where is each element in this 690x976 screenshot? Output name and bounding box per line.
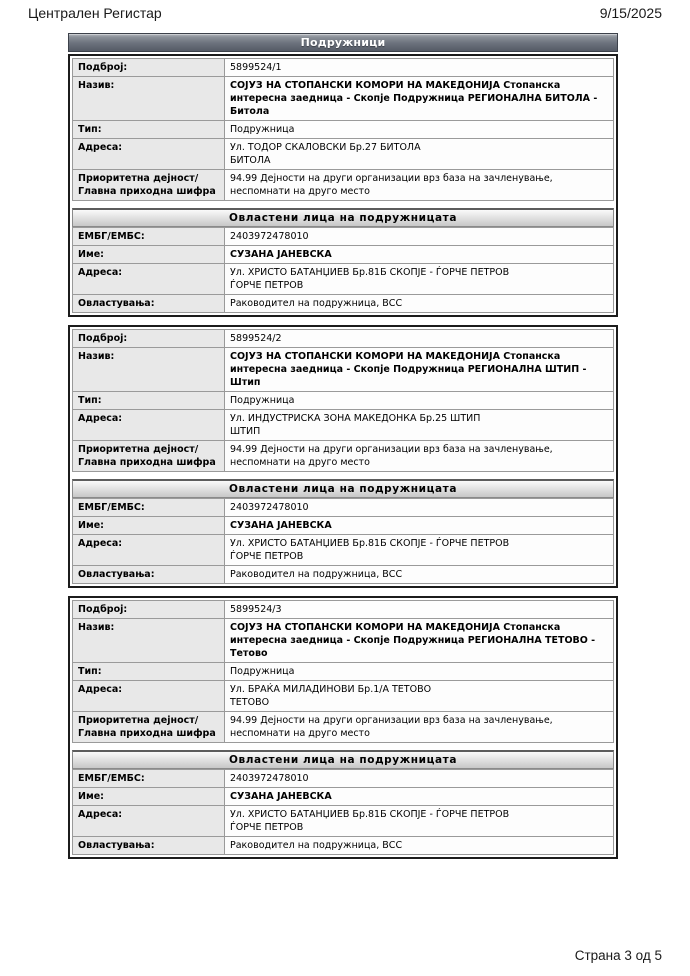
address-line-2: ЃОРЧЕ ПЕТРОВ (230, 822, 304, 833)
authorized-persons-header: Овластени лица на подружницата (72, 750, 614, 769)
table-row (73, 499, 614, 517)
field-label-adresa: Адреса: (73, 139, 225, 170)
field-label-ovlastuvanja: Овластувања: (73, 837, 225, 855)
table-row (73, 228, 614, 246)
dejnost-label-line-2: Главна приходна шифра (78, 186, 216, 197)
table-row (73, 348, 614, 392)
table-row (73, 170, 614, 201)
dejnost-label-line-1: Приоритетна дејност/ (78, 715, 199, 726)
address-line-1: Ул. БРАЌА МИЛАДИНОВИ Бр.1/А ТЕТОВО (230, 684, 432, 695)
field-label-dejnost (73, 712, 225, 743)
field-value-dejnost: 94.99 Дејности на други организации врз база на зачленување, неспомнати на друго место (225, 170, 614, 201)
field-label-adresa: Адреса: (73, 806, 225, 837)
page-header (28, 5, 662, 21)
table-row (73, 566, 614, 584)
print-date: 9/15/2025 (599, 5, 662, 21)
table-row (73, 392, 614, 410)
address-line-1: Ул. ХРИСТО БАТАНЏИЕВ Бр.81Б СКОПЈЕ - ЃОРЧЕ ПЕТРОВ (230, 538, 510, 549)
field-value-dejnost: 94.99 Дејности на други организации врз база на зачленување, неспомнати на друго место (225, 441, 614, 472)
table-row (73, 788, 614, 806)
field-label-ovlastuvanja: Овластувања: (73, 566, 225, 584)
address-line-2: ШТИП (230, 426, 261, 437)
field-value-adresa (225, 264, 614, 295)
field-value-podbroj: 5899524/2 (225, 330, 614, 348)
field-label-adresa: Адреса: (73, 264, 225, 295)
field-value-tip: Подружница (225, 663, 614, 681)
field-label-adresa: Адреса: (73, 535, 225, 566)
dejnost-label-line-2: Главна приходна шифра (78, 457, 216, 468)
field-value-ovlastuvanja: Раководител на подружница, ВСС (225, 837, 614, 855)
field-value-adresa (225, 681, 614, 712)
field-value-naziv: СОЈУЗ НА СТОПАНСКИ КОМОРИ НА МАКЕДОНИЈА Стопанска интересна заедница - Скопје Подружница РЕГИОНАЛНА ШТИП - Штип (225, 348, 614, 392)
field-label-ime: Име: (73, 517, 225, 535)
address-line-1: Ул. ТОДОР СКАЛОВСКИ Бр.27 БИТОЛА (230, 142, 421, 153)
field-label-ime: Име: (73, 246, 225, 264)
authorized-person-table (72, 498, 614, 584)
address-line-1: Ул. ХРИСТО БАТАНЏИЕВ Бр.81Б СКОПЈЕ - ЃОРЧЕ ПЕТРОВ (230, 809, 510, 820)
field-value-embg: 2403972478010 (225, 770, 614, 788)
field-value-ime: СУЗАНА ЈАНЕВСКА (225, 246, 614, 264)
table-row (73, 264, 614, 295)
field-value-adresa (225, 410, 614, 441)
table-row (73, 330, 614, 348)
dejnost-label-line-1: Приоритетна дејност/ (78, 173, 199, 184)
address-line-2: ТЕТОВО (230, 697, 270, 708)
field-label-ime: Име: (73, 788, 225, 806)
field-value-ovlastuvanja: Раководител на подружница, ВСС (225, 566, 614, 584)
field-value-adresa (225, 139, 614, 170)
registry-title: Централен Регистар (28, 5, 162, 21)
field-value-adresa (225, 535, 614, 566)
branch-section-2 (68, 325, 618, 588)
branch-info-table (72, 329, 614, 472)
field-value-embg: 2403972478010 (225, 499, 614, 517)
field-label-tip: Тип: (73, 121, 225, 139)
field-value-ovlastuvanja: Раководител на подружница, ВСС (225, 295, 614, 313)
field-value-naziv: СОЈУЗ НА СТОПАНСКИ КОМОРИ НА МАКЕДОНИЈА Стопанска интересна заедница - Скопје Подружница РЕГИОНАЛНА БИТОЛА - Битола (225, 77, 614, 121)
table-row (73, 681, 614, 712)
page-number: Страна 3 од 5 (574, 948, 662, 963)
field-value-embg: 2403972478010 (225, 228, 614, 246)
field-value-ime: СУЗАНА ЈАНЕВСКА (225, 517, 614, 535)
field-label-tip: Тип: (73, 663, 225, 681)
table-row (73, 295, 614, 313)
field-label-embg: ЕМБГ/ЕМБС: (73, 228, 225, 246)
field-label-naziv: Назив: (73, 348, 225, 392)
branch-section-3 (68, 596, 618, 859)
table-row (73, 535, 614, 566)
field-label-adresa: Адреса: (73, 410, 225, 441)
address-line-1: Ул. ХРИСТО БАТАНЏИЕВ Бр.81Б СКОПЈЕ - ЃОРЧЕ ПЕТРОВ (230, 267, 510, 278)
authorized-persons-header: Овластени лица на подружницата (72, 208, 614, 227)
branch-section-1 (68, 54, 618, 317)
field-value-ime: СУЗАНА ЈАНЕВСКА (225, 788, 614, 806)
authorized-person-table (72, 227, 614, 313)
field-label-naziv: Назив: (73, 77, 225, 121)
address-line-2: БИТОЛА (230, 155, 271, 166)
field-label-tip: Тип: (73, 392, 225, 410)
address-line-1: Ул. ИНДУСТРИСКА ЗОНА МАКЕДОНКА Бр.25 ШТИП (230, 413, 481, 424)
field-value-podbroj: 5899524/1 (225, 59, 614, 77)
table-row (73, 139, 614, 170)
table-row (73, 59, 614, 77)
table-row (73, 770, 614, 788)
table-row (73, 517, 614, 535)
document-content (68, 33, 618, 867)
field-value-adresa (225, 806, 614, 837)
field-label-podbroj: Подброј: (73, 601, 225, 619)
address-line-2: ЃОРЧЕ ПЕТРОВ (230, 280, 304, 291)
table-row (73, 601, 614, 619)
field-value-naziv: СОЈУЗ НА СТОПАНСКИ КОМОРИ НА МАКЕДОНИЈА Стопанска интересна заедница - Скопје Подружница РЕГИОНАЛНА ТЕТОВО - Тетово (225, 619, 614, 663)
table-row (73, 712, 614, 743)
field-label-naziv: Назив: (73, 619, 225, 663)
table-row (73, 619, 614, 663)
table-row (73, 663, 614, 681)
authorized-persons-header: Овластени лица на подружницата (72, 479, 614, 498)
authorized-person-table (72, 769, 614, 855)
field-label-dejnost (73, 170, 225, 201)
field-label-adresa: Адреса: (73, 681, 225, 712)
branch-info-table (72, 58, 614, 201)
field-value-tip: Подружница (225, 392, 614, 410)
branches-title-bar: Подружници (68, 33, 618, 52)
table-row (73, 121, 614, 139)
branch-info-table (72, 600, 614, 743)
field-label-dejnost (73, 441, 225, 472)
field-label-ovlastuvanja: Овластувања: (73, 295, 225, 313)
table-row (73, 837, 614, 855)
field-label-podbroj: Подброј: (73, 330, 225, 348)
field-label-podbroj: Подброј: (73, 59, 225, 77)
field-label-embg: ЕМБГ/ЕМБС: (73, 499, 225, 517)
table-row (73, 806, 614, 837)
table-row (73, 441, 614, 472)
table-row (73, 77, 614, 121)
dejnost-label-line-2: Главна приходна шифра (78, 728, 216, 739)
field-label-embg: ЕМБГ/ЕМБС: (73, 770, 225, 788)
field-value-podbroj: 5899524/3 (225, 601, 614, 619)
table-row (73, 410, 614, 441)
field-value-tip: Подружница (225, 121, 614, 139)
dejnost-label-line-1: Приоритетна дејност/ (78, 444, 199, 455)
address-line-2: ЃОРЧЕ ПЕТРОВ (230, 551, 304, 562)
table-row (73, 246, 614, 264)
field-value-dejnost: 94.99 Дејности на други организации врз база на зачленување, неспомнати на друго место (225, 712, 614, 743)
